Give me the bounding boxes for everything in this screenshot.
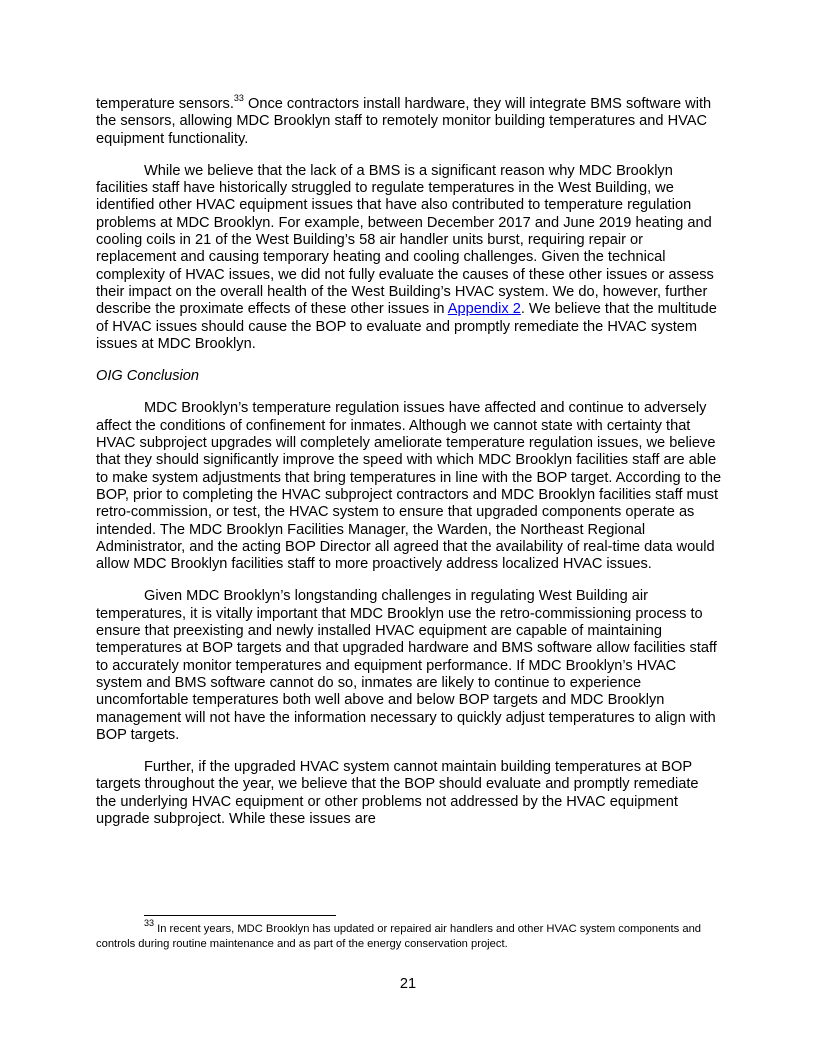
paragraph-4: Given MDC Brooklyn’s longstanding challenges in regulating West Building air temperatures, it is vitally important that MDC Brooklyn use the retro-commissioning process to ensure that preexisting and newly installed HVAC equipment are capable of maintaining temperatures at BOP targets and that upgraded hardware and BMS software allow facilities staff to accurately monitor temperatures and equipment performance. If MDC Brooklyn’s HVAC system and BMS software cannot do so, inmates are likely to continue to experience uncomfortable temperatures both well above and below BOP targets and MDC Brooklyn management will not have the information necessary to quickly adjust temperatures to align with BOP targets. (96, 588, 717, 743)
paragraph-1-continued: Once contractors install hardware, they will integrate BMS software with the sensors, allowing MDC Brooklyn staff to remotely monitor building temperatures and HVAC equipment functionality. (96, 96, 712, 147)
report-body (96, 93, 722, 843)
paragraph-3: MDC Brooklyn’s temperature regulation issues have affected and continue to adversely affect the conditions of confinement for inmates. Although we cannot state with certainty that HVAC subproject upgrades will completely ameliorate temperature regulation issues, we believe that they should significantly improve the speed with which MDC Brooklyn facilities staff are able to make system adjustments that bring temperatures in line with the BOP target. According to the BOP, prior to completing the HVAC subproject contractors and MDC Brooklyn facilities staff must retro-commission, or test, the HVAC system to ensure that upgraded components operate as intended. The MDC Brooklyn Facilities Manager, the Warden, the Northeast Regional Administrator, and the acting BOP Director all agreed that the availability of real-time data would allow MDC Brooklyn facilities staff to more proactively address localized HVAC issues. (96, 400, 722, 573)
footnote-text: In recent years, MDC Brooklyn has updated or repaired air handlers and other HVAC system components and controls during routine maintenance and as part of the energy conservation project. (96, 923, 702, 950)
section-heading: OIG Conclusion (96, 368, 200, 385)
footnote-33 (96, 918, 722, 952)
page-number: 21 (399, 976, 417, 992)
appendix-2-link[interactable]: Appendix 2 (447, 301, 521, 318)
paragraph-1 (96, 93, 722, 148)
paragraph-2-text: While we believe that the lack of a BMS is a significant reason why MDC Brooklyn facilities staff have historically struggled to regulate temperatures in the West Building, we identified other HVAC equipment issues that have also contributed to temperature regulation problems at MDC Brooklyn. For example, between December 2017 and June 2019 heating and cooling coils in 21 of the West Building’s 58 air handler units burst, requiring repair or replacement and causing temporary heating and cooling challenges. Given the technical complexity of HVAC issues, we did not fully evaluate the causes of these other issues or assess their impact on the overall health of the West Building’s HVAC system. We do, however, further describe the proximate effects of these other issues in (96, 162, 714, 318)
paragraph-1-text: temperature sensors. (96, 96, 234, 112)
paragraph-2 (96, 163, 722, 353)
footnote-number: 33 (144, 918, 155, 929)
footnote-divider (144, 915, 336, 916)
paragraph-2-continued: . We believe that the multitude of HVAC issues should cause the BOP to evaluate and promptly remediate the HVAC system issues at MDC Brooklyn. (96, 301, 717, 352)
footnote-ref-33[interactable]: 33 (233, 93, 244, 104)
paragraph-5: Further, if the upgraded HVAC system cannot maintain building temperatures at BOP targets throughout the year, we believe that the BOP should evaluate and promptly remediate the underlying HVAC equipment or other problems not addressed by the HVAC equipment upgrade subproject. While these issues are (96, 759, 699, 827)
